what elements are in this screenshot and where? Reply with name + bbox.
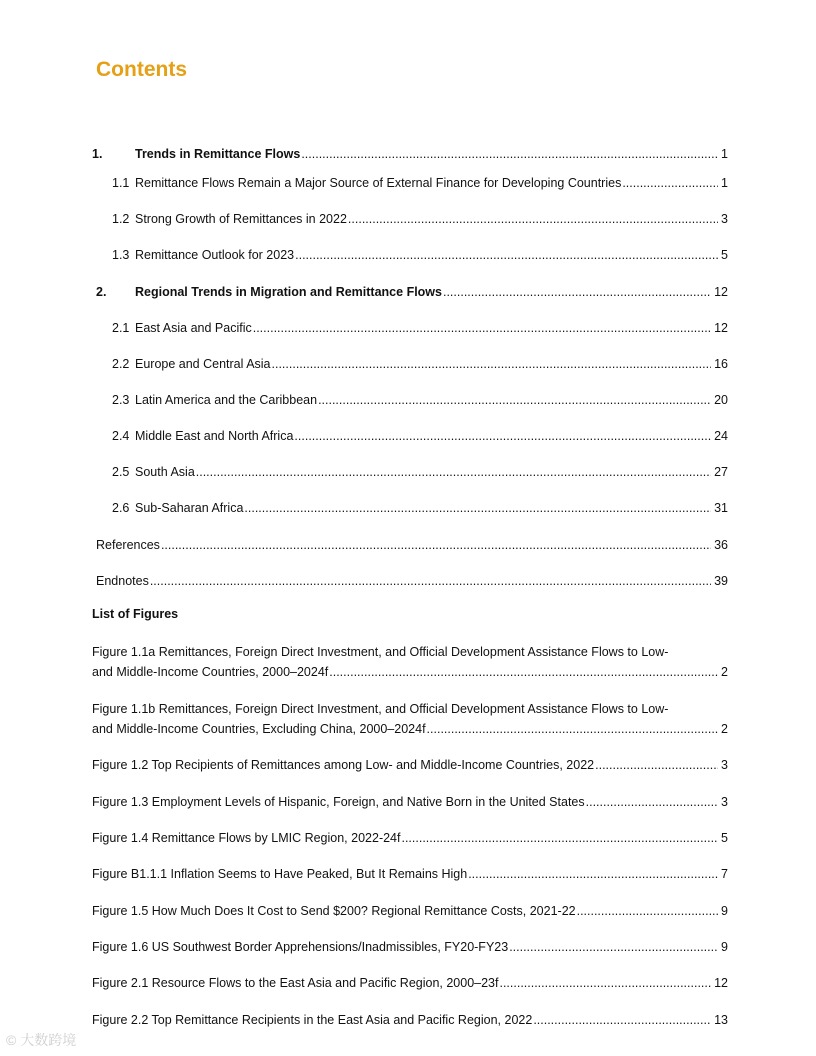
toc-title: Remittance Outlook for 2023 (135, 248, 295, 262)
figure-entry-1-2[interactable] (92, 756, 728, 774)
toc-leader (161, 536, 711, 554)
toc-title: Latin America and the Caribbean (135, 393, 318, 407)
figure-title: Figure 1.3 Employment Levels of Hispanic, Foreign, and Native Born in the United States (92, 795, 585, 809)
figure-title: Figure B1.1.1 Inflation Seems to Have Peaked, But It Remains High (92, 867, 468, 881)
toc-leader (348, 210, 718, 228)
toc-leader (533, 1011, 711, 1029)
toc-entry-references[interactable] (96, 536, 728, 554)
toc-entry-2[interactable] (96, 283, 728, 301)
toc-leader (586, 793, 718, 811)
toc-leader (622, 174, 718, 192)
toc-number: 1.1 (112, 176, 130, 190)
figure-title: Figure 2.1 Resource Flows to the East Asia and Pacific Region, 2000–23f (92, 976, 499, 990)
toc-leader (244, 499, 711, 517)
toc-page: 16 (714, 357, 728, 371)
toc-leader (295, 246, 718, 264)
toc-leader (294, 427, 711, 445)
toc-title: Trends in Remittance Flows (135, 147, 301, 161)
figure-page: 13 (714, 1013, 728, 1027)
toc-number: 2.3 (112, 393, 130, 407)
toc-entry-1-3[interactable] (112, 246, 728, 264)
toc-page: 1 (721, 147, 728, 161)
figure-entry-1-6[interactable] (92, 938, 728, 956)
toc-number: 2.4 (112, 429, 130, 443)
toc-entry-2-3[interactable] (112, 391, 728, 409)
toc-entry-endnotes[interactable] (96, 572, 728, 590)
toc-title: Strong Growth of Remittances in 2022 (135, 212, 347, 226)
toc-page: 5 (721, 248, 728, 262)
toc-entry-2-1[interactable] (112, 319, 728, 337)
toc-page: 27 (714, 465, 728, 479)
figure-title: Figure 1.4 Remittance Flows by LMIC Region, 2022-24f (92, 831, 401, 845)
figure-page: 2 (721, 722, 728, 736)
toc-leader (443, 283, 711, 301)
toc-number: 2.2 (112, 357, 130, 371)
toc-number: 1.3 (112, 248, 130, 262)
figure-title: Figure 1.2 Top Recipients of Remittances among Low- and Middle-Income Countries, 2022 (92, 758, 595, 772)
figure-entry-1-1b[interactable] (92, 720, 728, 738)
figure-title: Figure 1.6 US Southwest Border Apprehensions/Inadmissibles, FY20-FY23 (92, 940, 509, 954)
page-title: Contents (96, 58, 187, 81)
toc-leader (509, 938, 718, 956)
toc-page: 31 (714, 501, 728, 515)
toc-leader (499, 974, 711, 992)
toc-leader (427, 720, 719, 738)
toc-page: 12 (714, 285, 728, 299)
figure-page: 5 (721, 831, 728, 845)
toc-page: 12 (714, 321, 728, 335)
figure-title: and Middle-Income Countries, 2000–2024f (92, 665, 329, 679)
toc-leader (253, 319, 711, 337)
toc-number: 2.5 (112, 465, 130, 479)
toc-number: 2.1 (112, 321, 130, 335)
toc-title: South Asia (135, 465, 195, 479)
figure-page: 7 (721, 867, 728, 881)
figure-entry-1-4[interactable] (92, 829, 728, 847)
toc-entry-1-2[interactable] (112, 210, 728, 228)
toc-number: 1. (92, 147, 103, 161)
watermark: © 大数跨境 (6, 1032, 77, 1048)
figure-entry-2-1[interactable] (92, 974, 728, 992)
toc-page: 20 (714, 393, 728, 407)
figure-entry-b1-1-1[interactable] (92, 865, 728, 883)
toc-title: Regional Trends in Migration and Remittance Flows (135, 285, 442, 299)
toc-leader (468, 865, 718, 883)
toc-page: 24 (714, 429, 728, 443)
toc-title: Remittance Flows Remain a Major Source of External Finance for Developing Countries (135, 176, 622, 190)
toc-number: 2.6 (112, 501, 130, 515)
toc-page: 1 (721, 176, 728, 190)
figure-page: 3 (721, 795, 728, 809)
figure-page: 12 (714, 976, 728, 990)
toc-number: 1.2 (112, 212, 130, 226)
toc-title: Middle East and North Africa (135, 429, 294, 443)
toc-entry-2-4[interactable] (112, 427, 728, 445)
toc-title: Sub-Saharan Africa (135, 501, 244, 515)
toc-leader (301, 145, 718, 163)
toc-title: Europe and Central Asia (135, 357, 271, 371)
figure-title: Figure 2.2 Top Remittance Recipients in the East Asia and Pacific Region, 2022 (92, 1013, 533, 1027)
toc-leader (196, 463, 711, 481)
toc-entry-2-5[interactable] (112, 463, 728, 481)
toc-page: 39 (714, 574, 728, 588)
toc-leader (329, 663, 718, 681)
toc-leader (401, 829, 718, 847)
toc-page: 3 (721, 212, 728, 226)
figure-page: 9 (721, 904, 728, 918)
toc-entry-2-6[interactable] (112, 499, 728, 517)
figure-page: 9 (721, 940, 728, 954)
figure-title: and Middle-Income Countries, Excluding China, 2000–2024f (92, 722, 426, 736)
figure-entry-2-2[interactable] (92, 1011, 728, 1029)
toc-entry-2-2[interactable] (112, 355, 728, 373)
figure-entry-1-5[interactable] (92, 902, 728, 920)
figure-entry-1-1a[interactable] (92, 663, 728, 681)
toc-title: East Asia and Pacific (135, 321, 252, 335)
figure-title: Figure 1.5 How Much Does It Cost to Send $200? Regional Remittance Costs, 2021-22 (92, 904, 576, 918)
figure-entry-1-1a-line1[interactable]: Figure 1.1a Remittances, Foreign Direct Investment, and Official Development Assistance Flows to Low- (92, 645, 669, 659)
figure-page: 3 (721, 758, 728, 772)
toc-leader (595, 756, 718, 774)
figure-entry-1-1b-line1[interactable]: Figure 1.1b Remittances, Foreign Direct Investment, and Official Development Assistance Flows to Low- (92, 702, 669, 716)
toc-entry-1-1[interactable] (112, 174, 728, 192)
toc-title: References (96, 538, 160, 552)
figure-page: 2 (721, 665, 728, 679)
figure-entry-1-3[interactable] (92, 793, 728, 811)
toc-entry-1[interactable] (92, 145, 728, 163)
toc-number: 2. (96, 285, 107, 299)
toc-leader (577, 902, 718, 920)
toc-leader (150, 572, 711, 590)
toc-leader (272, 355, 712, 373)
toc-leader (318, 391, 711, 409)
toc-page: 36 (714, 538, 728, 552)
list-of-figures-heading: List of Figures (92, 607, 179, 621)
toc-title: Endnotes (96, 574, 149, 588)
